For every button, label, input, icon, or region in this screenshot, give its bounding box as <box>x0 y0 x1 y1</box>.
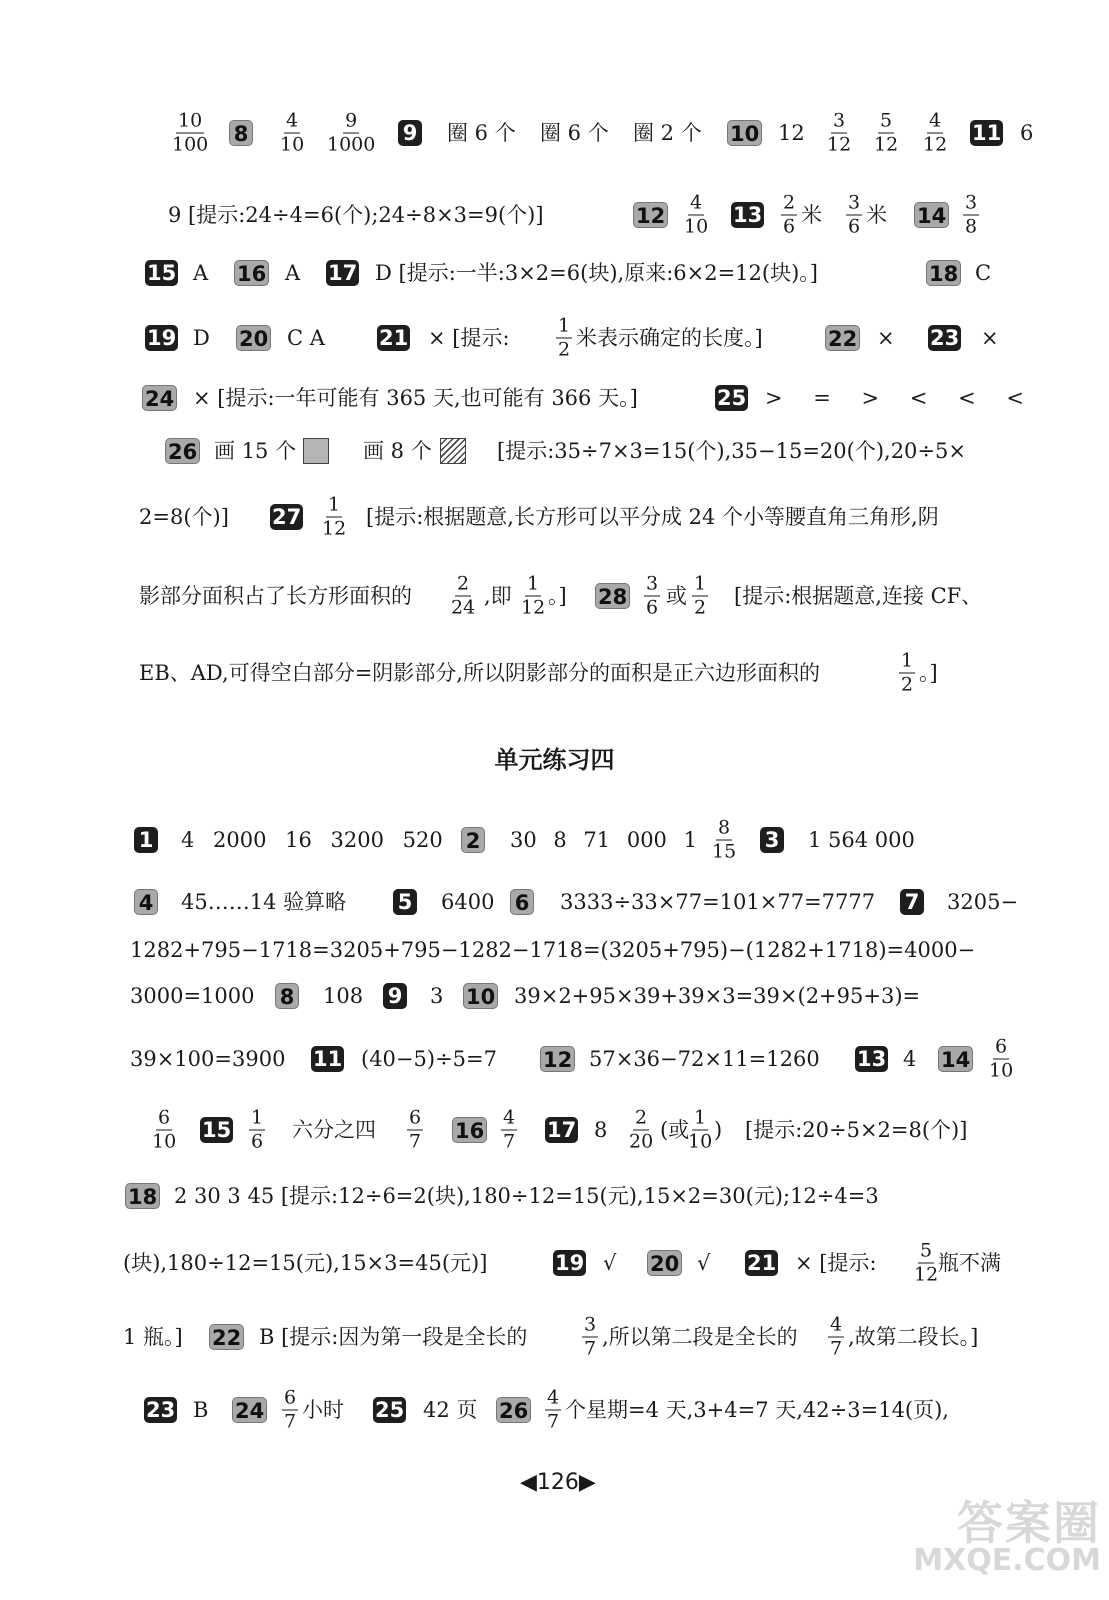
answer-text: 3000=1000 <box>130 984 255 1008</box>
question-number-badge: 28 <box>595 583 630 609</box>
answer-text: C A <box>287 326 325 350</box>
question-number-badge: 12 <box>540 1046 575 1072</box>
question-number-badge: 10 <box>727 120 762 146</box>
answer-text: 9 [提示:24÷4=6(个);24÷8×3=9(个)] <box>168 203 544 227</box>
answer-text: 影部分面积占了长方形面积的 <box>139 584 412 608</box>
answer-text: × <box>981 326 999 350</box>
fraction: 1 10 <box>688 1106 713 1153</box>
answer-text: (40−5)÷5=7 <box>361 1047 497 1071</box>
question-number-badge: 19 <box>555 1251 585 1275</box>
fraction: 1 2 <box>558 314 571 361</box>
answer-text: (或 <box>660 1118 690 1142</box>
answer-text: 39×2+95×39+39×3=39×(2+95+3)= <box>514 984 921 1008</box>
fraction: 6 7 <box>409 1106 422 1153</box>
answer-text: 45……14 验算略 <box>181 890 347 914</box>
question-number-badge: 26 <box>496 1397 531 1423</box>
question-number-badge: 15 <box>147 261 177 285</box>
question-number-badge: 8 <box>275 983 299 1009</box>
answer-text: EB、AD,可得空白部分=阴影部分,所以阴影部分的面积是正六边形面积的 <box>139 661 820 685</box>
answer-text: 六分之四 <box>292 1118 376 1142</box>
answer-text: 1282+795−1718=3205+795−1282−1718=(3205+795)−(1282+1718)=4000− <box>130 938 976 962</box>
answer-text: 画 8 个 <box>363 439 432 463</box>
fraction: 2 6 <box>783 191 796 238</box>
answer-text: D <box>193 326 210 350</box>
answer-text: 4 2000 16 3200 520 <box>181 828 443 852</box>
fraction: 4 7 <box>830 1313 843 1360</box>
hatched-square-shape <box>440 438 466 464</box>
question-number-badge: 3 <box>760 827 784 853</box>
fraction: 3 8 <box>965 191 978 238</box>
fraction: 5 12 <box>914 1239 939 1286</box>
answer-text: 画 15 个 <box>214 439 297 463</box>
fraction: 3 6 <box>646 572 659 619</box>
watermark <box>913 1496 1101 1578</box>
answer-text: 6 <box>1020 121 1034 145</box>
section-title: 单元练习四 <box>494 745 615 774</box>
fraction: 8 15 <box>712 816 737 863</box>
fraction: 1 12 <box>521 572 546 619</box>
question-number-badge: 22 <box>209 1324 244 1350</box>
answer-text: 圈 2 个 <box>633 121 702 145</box>
fraction: 10 100 <box>172 109 209 156</box>
answer-text: √ <box>603 1251 617 1275</box>
answer-text: 米 <box>801 203 822 227</box>
question-number-badge: 13 <box>733 203 763 227</box>
fraction: 1 2 <box>901 649 914 696</box>
question-number-badge: 12 <box>633 202 668 228</box>
question-number-badge: 7 <box>900 889 924 915</box>
fraction: 6 10 <box>989 1035 1014 1082</box>
question-number-badge: 17 <box>328 261 358 285</box>
question-number-badge: 25 <box>717 386 747 410</box>
fraction: 9 1000 <box>327 109 376 156</box>
answer-text: 57×36−72×11=1260 <box>589 1047 820 1071</box>
answer-text: 12 <box>778 121 805 145</box>
answer-text: 2=8(个)] <box>139 505 229 529</box>
fraction: 3 7 <box>584 1313 597 1360</box>
question-number-badge: 13 <box>857 1047 887 1071</box>
answer-text: A <box>193 261 209 285</box>
question-number-badge: 11 <box>972 121 1002 145</box>
answer-text: × [提示: <box>428 326 510 350</box>
answer-text: 个星期=4 天,3+4=7 天,42÷3=14(页), <box>565 1398 949 1422</box>
answer-text: 3333÷33×77=101×77=7777 <box>560 890 876 914</box>
question-number-badge: 4 <box>134 889 158 915</box>
fraction: 4 10 <box>280 109 305 156</box>
answer-text: 小时 <box>302 1398 344 1422</box>
question-number-badge: 11 <box>313 1047 343 1071</box>
fraction: 3 12 <box>827 109 852 156</box>
fraction: 4 10 <box>684 191 709 238</box>
question-number-badge: 23 <box>146 1398 176 1422</box>
question-number-badge: 22 <box>825 325 860 351</box>
question-number-badge: 8 <box>229 120 253 146</box>
answer-text: A <box>285 261 301 285</box>
answer-text: 108 <box>323 984 364 1008</box>
question-number-badge: 27 <box>272 505 302 529</box>
question-number-badge: 1 <box>134 827 158 853</box>
answer-text: 6400 <box>441 890 495 914</box>
fraction: 4 12 <box>923 109 948 156</box>
fraction: 3 6 <box>848 191 861 238</box>
fraction: 6 10 <box>152 1106 177 1153</box>
answer-text: [提示:根据题意,连接 CF、 <box>734 584 983 608</box>
answer-text: 39×100=3900 <box>130 1047 286 1071</box>
fraction: 2 24 <box>451 572 476 619</box>
answer-text: 3205− <box>947 890 1019 914</box>
answer-text: 米表示确定的长度。] <box>576 326 763 350</box>
question-number-badge: 24 <box>142 385 177 411</box>
fraction: 1 6 <box>251 1106 264 1153</box>
answer-text: 3 <box>430 984 444 1008</box>
question-number-badge: 15 <box>202 1118 232 1142</box>
answer-text: [提示:根据题意,长方形可以平分成 24 个小等腰直角三角形,阴 <box>366 505 939 529</box>
fraction: 6 7 <box>284 1386 297 1433</box>
question-number-badge: 14 <box>938 1046 973 1072</box>
answer-text: ,即 <box>484 584 512 608</box>
question-number-badge: 23 <box>930 326 960 350</box>
question-number-badge: 9 <box>398 120 422 146</box>
answer-text: B [提示:因为第一段是全长的 <box>259 1325 528 1349</box>
answer-text: 30 8 71 000 1 <box>510 828 697 852</box>
question-number-badge: 14 <box>914 202 949 228</box>
answer-text: B <box>193 1398 209 1422</box>
answer-text: [提示:20÷5×2=8(个)] <box>745 1118 968 1142</box>
question-number-badge: 18 <box>926 260 961 286</box>
question-number-badge: 10 <box>463 983 498 1009</box>
fraction: 4 7 <box>547 1386 560 1433</box>
question-number-badge: 5 <box>393 889 417 915</box>
page-number: ◀126▶ <box>520 1470 596 1495</box>
answer-text: 8 <box>594 1118 608 1142</box>
answer-text: 4 <box>903 1047 917 1071</box>
answer-text: × [提示:一年可能有 365 天,也可能有 366 天。] <box>193 386 638 410</box>
fraction: 2 20 <box>629 1106 654 1153</box>
answer-text: 。] <box>548 584 567 608</box>
fraction: 1 2 <box>694 572 707 619</box>
question-number-badge: 16 <box>234 260 269 286</box>
watermark-title: 答案圈 <box>957 1496 1101 1550</box>
question-number-badge: 2 <box>461 827 485 853</box>
answer-text: 1 564 000 <box>808 828 915 852</box>
answer-text: > = > < < < <box>765 386 1036 410</box>
answer-text: D [提示:一半:3×2=6(块),原来:6×2=12(块)。] <box>375 261 818 285</box>
question-number-badge: 21 <box>747 1251 777 1275</box>
answer-text: 瓶不满 <box>938 1251 1001 1275</box>
answer-text: 1 瓶。] <box>123 1325 183 1349</box>
answer-text: (块),180÷12=15(元),15×3=45(元)] <box>123 1251 488 1275</box>
answer-text: ,故第二段长。] <box>848 1325 979 1349</box>
fraction: 1 12 <box>322 493 347 540</box>
answer-text: ,所以第二段是全长的 <box>602 1325 798 1349</box>
answer-text: × [提示: <box>795 1251 877 1275</box>
answer-text: 米 <box>866 203 887 227</box>
question-number-badge: 24 <box>232 1397 267 1423</box>
answer-text: [提示:35÷7×3=15(个),35−15=20(个),20÷5× <box>497 439 966 463</box>
answer-text: × <box>877 326 895 350</box>
question-number-badge: 19 <box>147 326 177 350</box>
question-number-badge: 20 <box>236 325 271 351</box>
gray-square-shape <box>303 438 329 464</box>
answer-text: ) <box>714 1118 723 1142</box>
question-number-badge: 9 <box>383 983 407 1009</box>
answer-text: 2 30 3 45 [提示:12÷6=2(块),180÷12=15(元),15×2=30(元);12÷4=3 <box>174 1184 879 1208</box>
question-number-badge: 20 <box>647 1250 682 1276</box>
question-number-badge: 17 <box>547 1118 577 1142</box>
question-number-badge: 25 <box>375 1398 405 1422</box>
answer-text: 42 页 <box>423 1398 478 1422</box>
watermark-url: MXQE.COM <box>913 1543 1101 1578</box>
question-number-badge: 6 <box>510 889 534 915</box>
answer-text: 圈 6 个 <box>447 121 516 145</box>
question-number-badge: 16 <box>452 1117 487 1143</box>
answer-text: 或 <box>666 584 687 608</box>
answer-text: √ <box>697 1251 711 1275</box>
question-number-badge: 21 <box>379 326 409 350</box>
question-number-badge: 18 <box>125 1183 160 1209</box>
answer-text: C <box>975 261 992 285</box>
answer-text: 。] <box>919 661 938 685</box>
fraction: 5 12 <box>874 109 899 156</box>
question-number-badge: 26 <box>165 438 200 464</box>
fraction: 4 7 <box>503 1106 516 1153</box>
answer-text: 圈 6 个 <box>540 121 609 145</box>
